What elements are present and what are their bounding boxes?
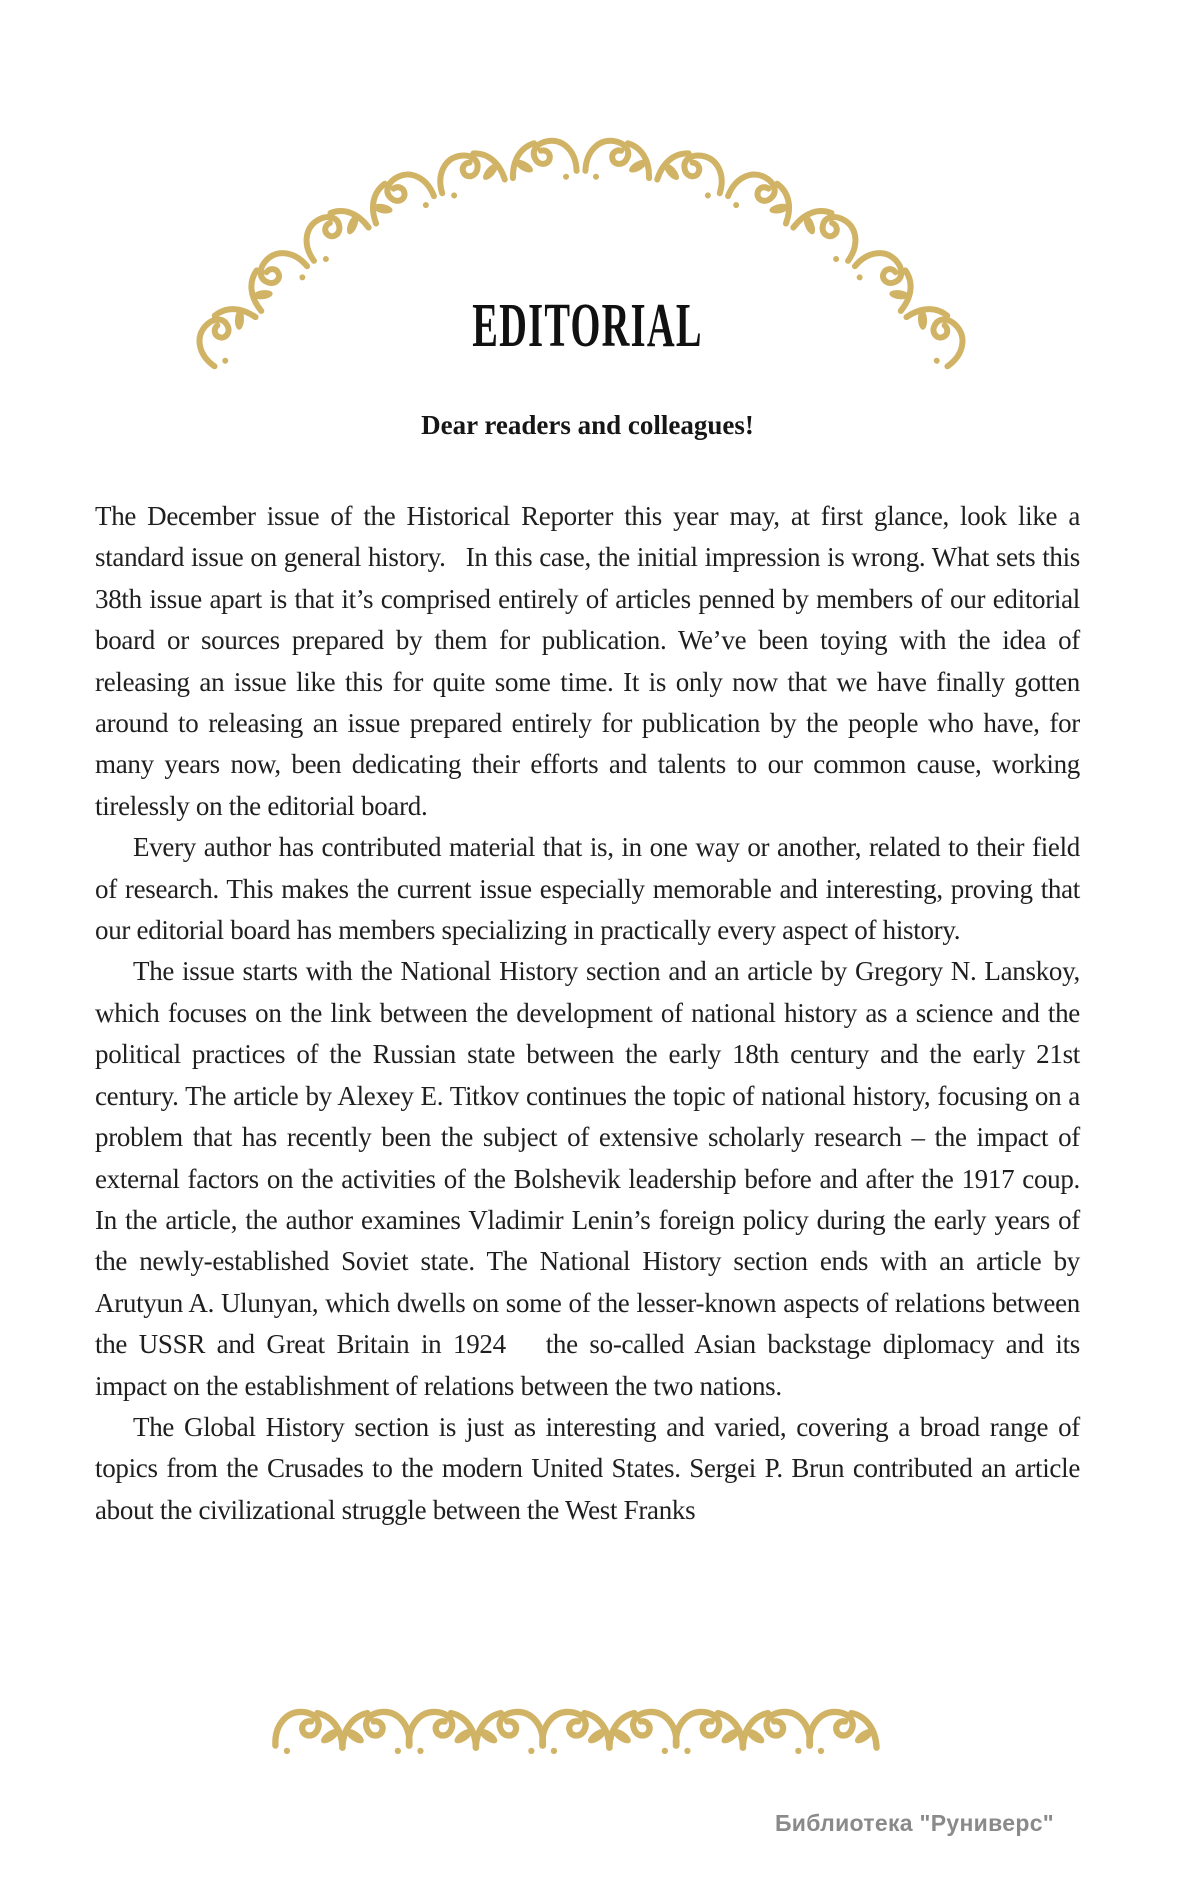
salutation-heading: Dear readers and colleagues! bbox=[421, 410, 754, 440]
paragraph-1: The December issue of the Historical Reporter this year may, at first glance, look like a standard issue on general history. In this case, the initial impression is wrong. What sets this 38th issue apart is that it’s comprised entirely of articles penned by members of our editorial board or sources prepared by them for publication. We’ve been toying with the idea of releasing an issue like this for quite some time. It is only now that we have finally gotten around to releasing an issue prepared entirely for publication by the people who have, for many years now, been dedicating their efforts and talents to our common cause, working tirelessly on the editorial board. bbox=[95, 501, 1080, 821]
bottom-band-ornament-icon bbox=[275, 1712, 876, 1754]
page-title: EDITORIAL bbox=[472, 292, 703, 360]
library-watermark: Библиотека "Руниверс" bbox=[774, 1810, 1054, 1836]
paragraph-2: Every author has contributed material that is, in one way or another, related to their field of research. This makes the current issue especially memorable and interesting, proving that our editorial board has members specializing in practically every aspect of history. bbox=[95, 832, 1080, 946]
paragraph-4: The Global History section is just as interesting and varied, covering a broad range of topics from the Crusades to the modern United States. Sergei P. Brun contributed an article about the civilizational struggle between the West Franks bbox=[95, 1411, 1080, 1525]
editorial-content bbox=[95, 0, 1080, 1531]
editorial-body bbox=[95, 496, 1080, 1531]
paragraph-3: The issue starts with the National History section and an article by Gregory N. Lanskoy, which focuses on the link between the development of national history as a science and the political practices of the Russian state between the early 18th century and the early 21st century. The article by Alexey E. Titkov continues the topic of national history, focusing on a problem that has recently been the subject of extensive scholarly research – the impact of external factors on the activities of the Bolshevik leadership before and after the 1917 coup. In the article, the author examines Vladimir Lenin’s foreign policy during the early years of the newly-established Soviet state. The National History section ends with an article by Arutyun A. Ulunyan, which dwells on some of the lesser-known aspects of relations between the USSR and Great Britain in 1924 the so-called Asian backstage diplomacy and its impact on the establishment of relations between the two nations. bbox=[95, 956, 1080, 1401]
